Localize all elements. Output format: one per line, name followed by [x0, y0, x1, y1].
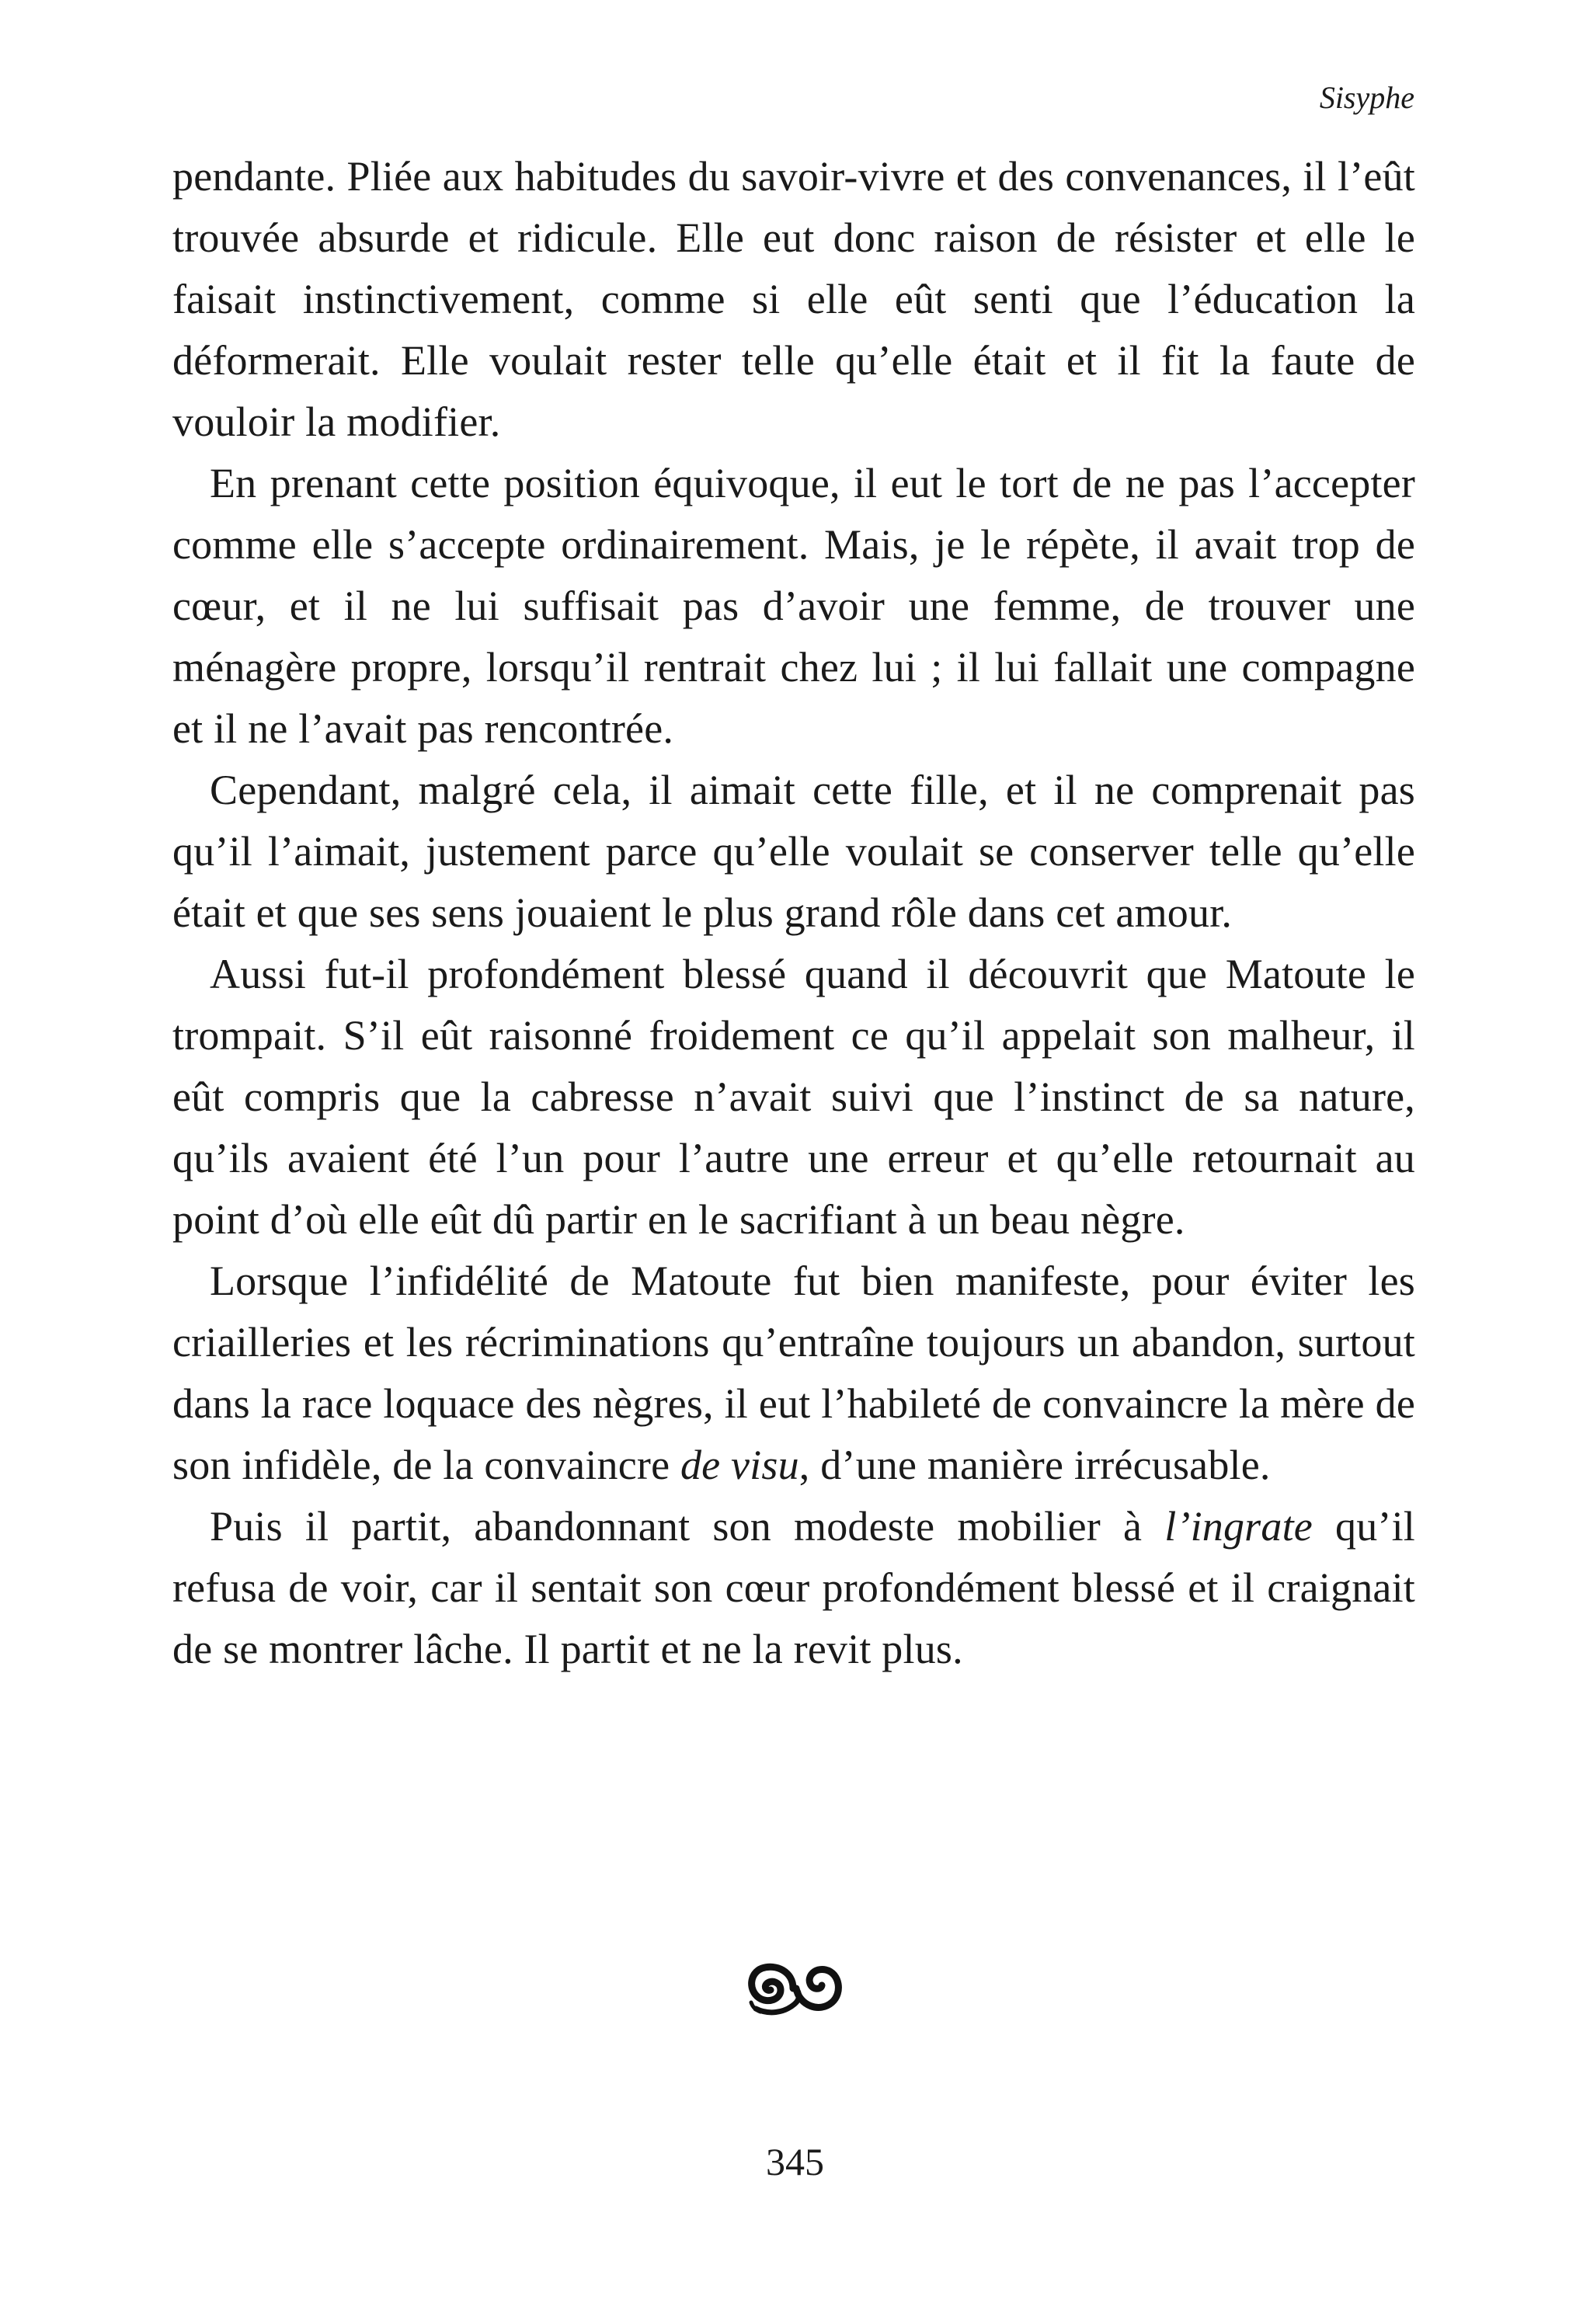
- paragraph-5: [172, 1251, 1415, 1496]
- page-number: 345: [766, 2140, 824, 2183]
- italic-phrase-de-visu: de visu: [680, 1442, 799, 1488]
- paragraph-4: Aussi fut-il profondément blessé quand il découvrit que Matoute le trompait. S’il eût raisonné froidement ce qu’il appelait son malheur, il eût compris que la cabresse n’avait suivi que l’instinct de sa nature, qu’ils avaient été l’un pour l’autre une erreur et qu’elle retournait au point d’où elle eût dû partir en le sacrifiant à un beau nègre.: [172, 951, 1415, 1243]
- paragraph-1: pendante. Pliée aux habitudes du savoir-vivre et des convenances, il l’eût trouvée absurde et ridicule. Elle eut donc raison de résister et elle le faisait instinctivement, comme si elle eût senti que l’éducation la déformerait. Elle voulait rester telle qu’elle était et il fit la faute de vouloir la modifier.: [172, 153, 1415, 445]
- running-title: Sisyphe: [1319, 80, 1414, 115]
- paragraph-5-text-start: Lorsque l’infidélité de Matoute fut bien manifeste, pour éviter les criailleries et les récriminations qu’entraîne toujours un abandon, surtout dans la race loquace des nègres, il eut l’habileté de convaincre la mère de son infidèle, de la convaincre: [172, 1258, 1415, 1488]
- fleuron-ornament-icon: [745, 1957, 846, 2020]
- body-text: [172, 146, 1415, 1680]
- italic-phrase-lingrate: l’ingrate: [1164, 1503, 1313, 1550]
- paragraph-6-text-end: qu’il refusa de voir, car il sentait son cœur profondément blessé et il craignait de se montrer lâche. Il partit et ne la revit plus.: [172, 1503, 1415, 1672]
- paragraph-3: Cependant, malgré cela, il aimait cette fille, et il ne comprenait pas qu’il l’aimait, justement parce qu’elle voulait se conserver telle qu’elle était et que ses sens jouaient le plus grand rôle dans cet amour.: [172, 767, 1415, 936]
- paragraph-6-text-start: Puis il partit, abandonnant son modeste mobilier à: [210, 1503, 1165, 1550]
- paragraph-5-text-end: , d’une manière irrécusable.: [798, 1442, 1271, 1488]
- paragraph-6: [172, 1496, 1415, 1680]
- paragraph-2: En prenant cette position équivoque, il eut le tort de ne pas l’accepter comme elle s’accepte ordinairement. Mais, je le répète, il avait trop de cœur, et il ne lui suffisait pas d’avoir une femme, de trouver une ménagère propre, lorsqu’il rentrait chez lui ; il lui fallait une compagne et il ne l’avait pas rencontrée.: [172, 460, 1415, 752]
